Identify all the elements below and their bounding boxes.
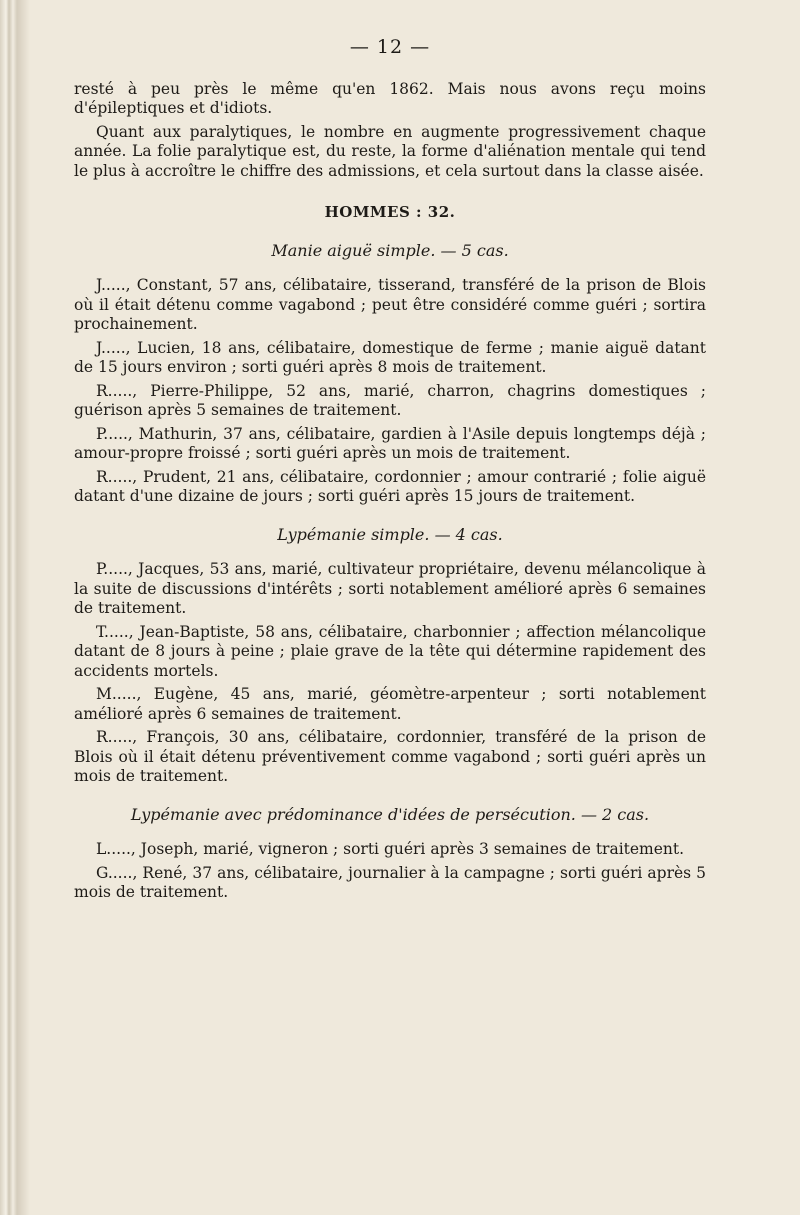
- intro-paragraph: resté à peu près le même qu'en 1862. Mais nous avons reçu moins d'épileptiques et d'idiots.: [74, 79, 706, 117]
- case-entry: P....., Mathurin, 37 ans, célibataire, gardien à l'Asile depuis longtemps déjà ; amour-propre froissé ; sorti guéri après un mois de traitement.: [74, 424, 706, 462]
- subsection-title: Manie aiguë simple. — 5 cas.: [271, 240, 509, 260]
- subsection-title: Lypémanie simple. — 4 cas.: [277, 524, 503, 544]
- intro-paragraph: Quant aux paralytiques, le nombre en augmente progressivement chaque année. La folie paralytique est, du reste, la forme d'aliénation mentale qui tend le plus à accroître le chiffre des admissions, et cela surtout dans la classe aisée.: [74, 122, 706, 180]
- case-entry: R....., Prudent, 21 ans, célibataire, cordonnier ; amour contrarié ; folie aiguë datant d'une dizaine de jours ; sorti guéri après 15 jours de traitement.: [74, 467, 706, 505]
- case-entry: J....., Lucien, 18 ans, célibataire, domestique de ferme ; manie aiguë datant de 15 jours environ ; sorti guéri après 8 mois de traitement.: [74, 338, 706, 376]
- subsection-lypemanie-persecution: [74, 805, 706, 903]
- subsection-title: Lypémanie avec prédominance d'idées de persécution. — 2 cas.: [130, 804, 650, 824]
- case-entry: R....., Pierre-Philippe, 52 ans, marié, charron, chagrins domestiques ; guérison après 5 semaines de traitement.: [74, 381, 706, 419]
- book-binding-edge: [0, 0, 30, 1215]
- case-entry: T....., Jean-Baptiste, 58 ans, célibataire, charbonnier ; affection mélancolique datant de 8 jours à peine ; plaie grave de la tête qui détermine rapidement des accidents mortels.: [74, 622, 706, 680]
- case-entry: P....., Jacques, 53 ans, marié, cultivateur propriétaire, devenu mélancolique à la suite de discussions d'intérêts ; sorti notablement amélioré après 6 semaines de traitement.: [74, 560, 706, 617]
- document-page: [74, 38, 706, 907]
- subsection-manie: [74, 241, 706, 507]
- page-number: — 12 —: [349, 36, 431, 58]
- case-entry: L....., Joseph, marié, vigneron ; sorti guéri après 3 semaines de traitement.: [96, 840, 685, 858]
- case-entry: J....., Constant, 57 ans, célibataire, tisserand, transféré de la prison de Blois où il était détenu comme vagabond ; peut être considéré comme guéri ; sortira prochainement.: [74, 276, 706, 333]
- subsection-lypemanie: [74, 525, 706, 787]
- case-entry: M....., Eugène, 45 ans, marié, géomètre-arpenteur ; sorti notablement amélioré après 6 semaines de traitement.: [74, 685, 706, 723]
- case-entry: R....., François, 30 ans, célibataire, cordonnier, transféré de la prison de Blois où il était détenu préventivement comme vagabond ; sorti guéri après un mois de traitement.: [74, 728, 706, 785]
- section-title: HOMMES : 32.: [324, 203, 456, 221]
- case-entry: G....., René, 37 ans, célibataire, journalier à la campagne ; sorti guéri après 5 mois de traitement.: [74, 863, 706, 901]
